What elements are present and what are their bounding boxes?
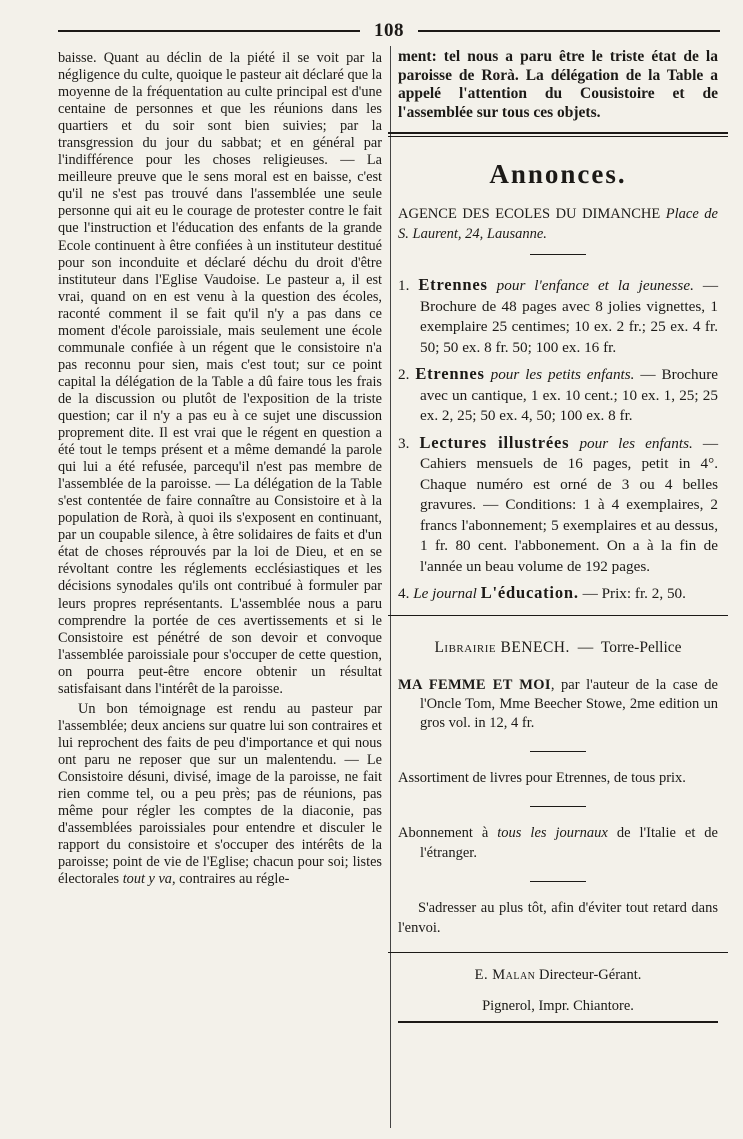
ad-item-2	[398, 364, 718, 427]
short-rule-4	[530, 881, 586, 882]
left-paragraph-1: baisse. Quant au déclin de la piété il se voit par la négligence du culte, quoique le pasteur ait déclaré que la moyenne de la fréquentation au culte principal est d'une centaine de personnes et que les réunions dans les quartiers et du soir sont bien suivies; par la transgression du jour du sabbat; et en général par l'indifférence pour les choses religieuses. — La meilleure preuve que le sens moral est en baisse, c'est qu'il ne s'est pas trouvé dans l'assemblée une seule personne qui ait eu le courage de protester contre le fait que l'instruction et l'éducation des enfants de la grande Ecole continuent à être confiées à un instituteur destitué pour son inconduite et déclaré déchu du droit d'être instituteur dans l'Eglise Vaudoise. Le pasteur a, il est vrai, quand on en est venu à la question des écoles, raconté comment il se fait qu'il n'y a pas dans ce moment d'école paroissiale, mais seulement une école communale confiée à un régent que le consistoire n'a pas reconnu pour sien, mais c'est tout; sur ce point capital la délégation de la Table a dû faire tous les frais de la discussion ou plutôt de l'exposition de la triste question; car il n'y a pas eu à ce sujet une discussion proprement dite. Il est vrai que le régent en question a été tout le temps présent et a même demandé la parole qui lui a été refusée, parcequ'il n'est pas membre de l'assemblée de la paroisse. — La délégation de la Table s'est contentée de faire connaître au Consistoire et à la population de Rorà, à quoi ils s'exposent en continuant, par un coupable silence, à être solidaires de faits et d'un état de choses réprouvés par la loi de Dieu, et en se révoltant contre les réglements ecclésiastiques et les décisions synodales qu'ils ont contribué à formuler par leurs propres représentants. L'assemblée nous a paru comprendre la portée de ces avertissements et si le Consistoire est pénétré de son devoir et convoque l'assemblée paroissiale pour s'occuper de cette question, on pourra peut-être encore obtenir un résultat satisfaisant dans l'intérêt de la paroisse.	[58, 50, 382, 697]
ad-prefix: Le journal	[413, 585, 477, 602]
printer-line: Pignerol, Impr. Chiantore.	[398, 998, 718, 1023]
librairie-dash: —	[577, 638, 594, 656]
ma-femme-text: , par l'auteur de la case de l'Oncle Tom, Mme Beecher Stowe, 2me edition un gros vol. in 12, 4 fr.	[420, 676, 718, 731]
ad-text: — Brochure avec un cantique, 1 ex. 10 cent.; 10 ex. 1, 25; 25 ex. 2, 25; 50 ex. 4, 50; 100 ex. 8 fr.	[420, 366, 719, 424]
section-double-rule	[388, 132, 728, 137]
ad-title: Etrennes	[418, 275, 488, 294]
short-rule-3	[530, 806, 586, 807]
ad-text: — Cahiers mensuels de 16 pages, petit in 4°. Chaque numéro est orné de 3 ou 4 belles gravures. — Conditions: 1 à 4 exemplaires, 2 francs l'abonnement; 5 exemplaires et au dessus, 1 fr. 80 cent. l'abbonement. On a à la fin de l'année un beau volume de 192 pages.	[420, 434, 719, 575]
final-rule	[388, 952, 728, 953]
left-column	[58, 50, 382, 888]
agency-location: Place de S. Laurent, 24, Lausanne.	[398, 206, 718, 242]
ad-number: 4.	[398, 585, 410, 602]
abonnement-italic: tous les journaux	[497, 824, 608, 841]
ad-number: 3.	[398, 434, 410, 452]
adresser-line: S'adresser au plus tôt, afin d'éviter tout retard dans l'envoi.	[398, 899, 718, 936]
ad-number: 2.	[398, 366, 410, 383]
ad-text: — Brochure de 48 pages avec 8 jolies vignettes, 1 exemplaire 25 centimes; 10 ex. 2 fr.; 25 ex. 4 fr. 50; 50 ex. 8 fr. 50; 100 ex. 16 fr.	[420, 277, 719, 356]
signature-name: E. Malan	[474, 966, 536, 983]
ad-subtitle: pour l'enfance et la jeunesse.	[496, 277, 694, 294]
ad-title: L'éducation.	[480, 583, 579, 602]
ad-item-3	[398, 433, 718, 578]
page-number: 108	[374, 20, 404, 41]
ad-item-1	[398, 275, 718, 358]
abonnement-start: Abonnement à	[398, 824, 498, 841]
ma-femme-ad	[398, 676, 718, 733]
page-header	[58, 18, 720, 42]
separator-rule	[388, 615, 728, 616]
librairie-label: Librairie BENECH.	[434, 638, 570, 656]
header-rule-right	[418, 30, 720, 32]
signature-line	[398, 967, 718, 984]
left-paragraph-2-text: Un bon témoignage est rendu au pasteur par l'assemblée; deux anciens sur quatre lui son contraires et lui reprochent des faits de peu d'importance et qui nous ont paru ne reposer que sur un malentendu. — Le Consistoire désuni, divisé, image de la paroisse, ne fait rien comme tel, ou a peu près; pas de réunions, pas même pour régler les comptes de la diaconie, pas d'assemblées paroissiales pour entendre et disculer le rapport du consistoire et s'occuper des intérêts de la paroisse; point de vie de l'Eglise; chacun pour soi; listes électorales	[58, 700, 382, 888]
signature-title: Directeur-Gérant.	[539, 966, 642, 983]
agency-name: AGENCE DES ECOLES DU DIMANCHE	[398, 206, 661, 222]
librairie-place: Torre-Pellice	[600, 638, 682, 656]
ad-subtitle: pour les petits enfants.	[490, 366, 635, 383]
abonnement-end: de l'Italie et de l'étranger.	[420, 824, 718, 861]
ad-title: Lectures illustrées	[419, 432, 570, 452]
abonnement-ad	[398, 823, 718, 863]
ad-subtitle: pour les enfants.	[579, 434, 693, 452]
ad-item-4	[398, 583, 718, 605]
continuation-paragraph: ment: tel nous a paru être le triste état de la paroisse de Rorà. La délégation de la Table a appelé l'attention du Cousistoire et de l'assemblée sur tous ces objets.	[398, 48, 718, 121]
annonces-heading: Annonces.	[489, 159, 627, 189]
ad-number: 1.	[398, 277, 410, 294]
ads-list	[398, 275, 718, 605]
short-rule-1	[530, 254, 586, 255]
librairie-line	[398, 638, 718, 658]
assortiment-ad: Assortiment de livres pour Etrennes, de tous prix.	[398, 769, 686, 786]
short-rule-2	[530, 751, 586, 752]
right-column	[398, 48, 718, 1023]
column-divider	[390, 46, 391, 1128]
left-paragraph-2-end: , contraires au régle-	[171, 871, 290, 888]
agency-line	[398, 204, 718, 244]
ad-title: Etrennes	[415, 364, 485, 383]
ad-text: — Prix: fr. 2, 50.	[578, 585, 686, 602]
left-paragraph-2	[58, 701, 382, 889]
left-paragraph-2-italic: tout y va	[122, 871, 172, 888]
ma-femme-title: MA FEMME ET MOI	[398, 676, 551, 693]
